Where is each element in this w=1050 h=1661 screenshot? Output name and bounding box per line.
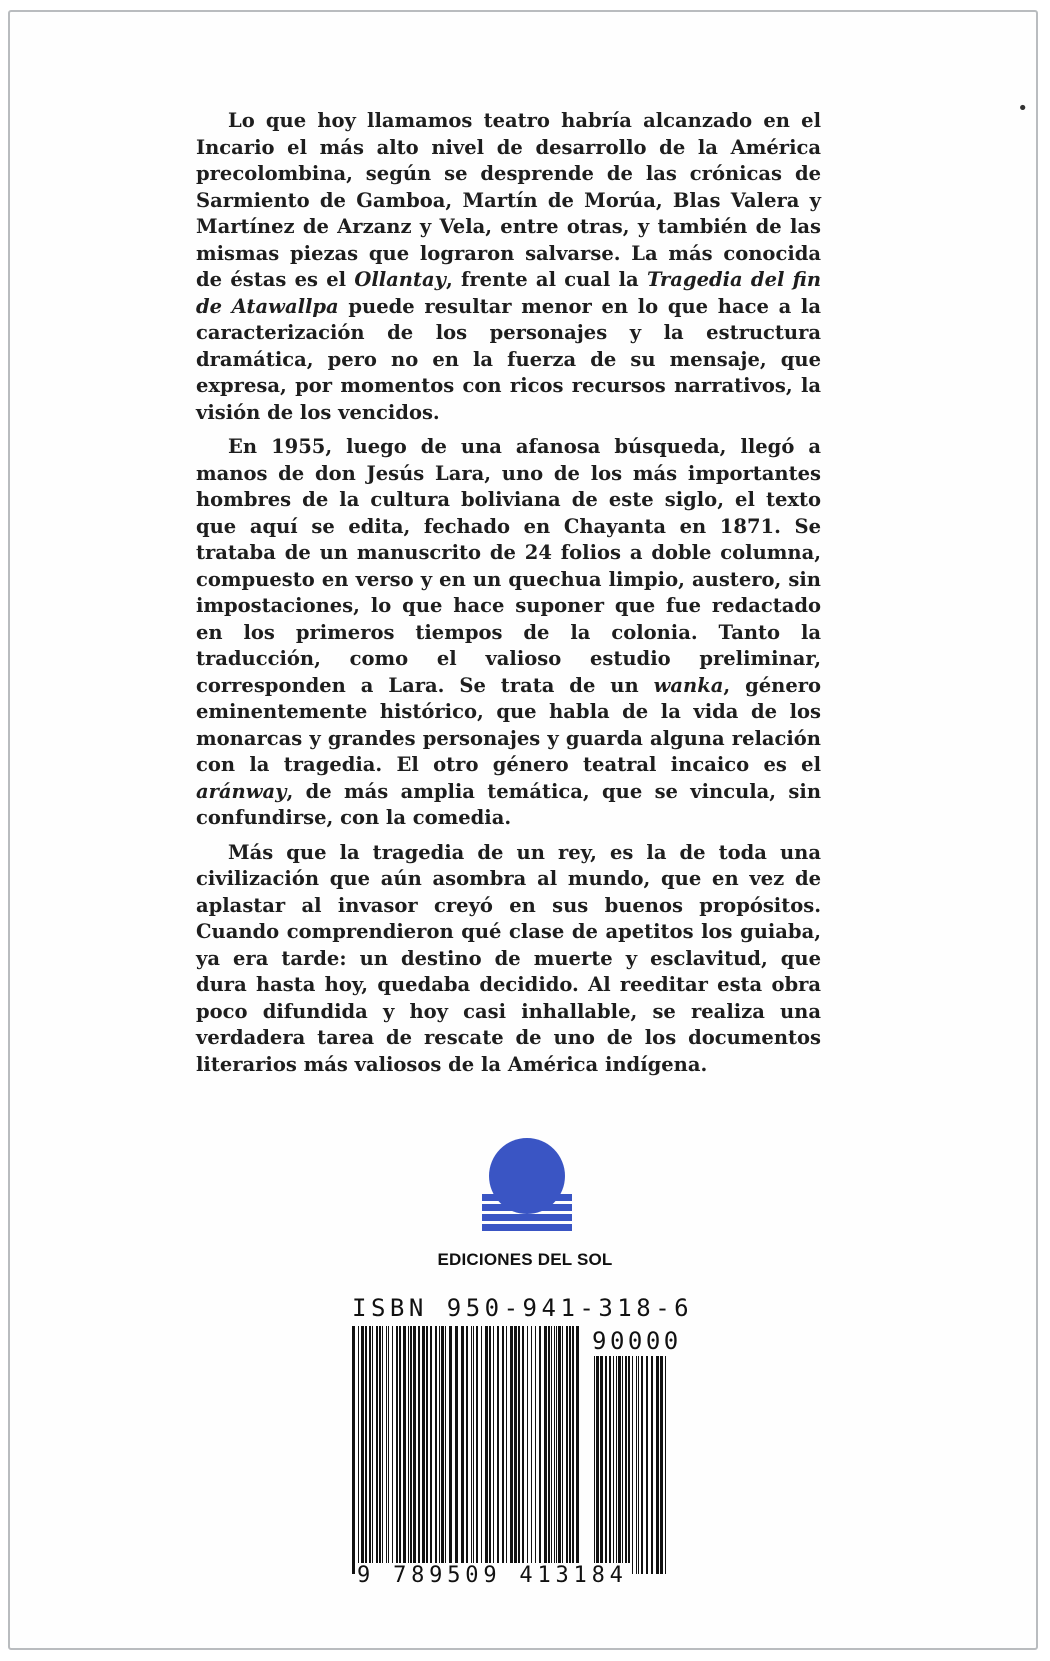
barcode-bar: [392, 1326, 393, 1574]
barcode-bar: [531, 1326, 532, 1574]
barcode-bar: [569, 1326, 571, 1574]
barcode-bar: [651, 1356, 653, 1574]
barcode-bar: [439, 1326, 440, 1574]
barcode-bar: [352, 1326, 355, 1574]
barcode-bar: [435, 1326, 437, 1574]
barcode-bar: [636, 1356, 637, 1574]
barcode-bar: [481, 1326, 482, 1574]
barcode-bar: [396, 1326, 398, 1574]
barcode-bar: [554, 1326, 555, 1574]
barcode-bar: [638, 1356, 639, 1574]
blurb-text: En 1955, luego de una afanosa búsqueda, llegó a manos de don Jesús Lara, uno de los más importantes hombres de la cultura boliviana de este siglo, el texto que aquí se edita, fechado en Chayanta en 1871. Se trataba de un manuscrito de 24 folios a doble columna, compuesto en verso y en un quechua limpio, austero, sin impostaciones, lo que hace suponer que fue redactado en los primeros tiempos de la colonia. Tanto la traducción, como el valioso estudio preliminar, corresponden a Lara. Se trata de un: [196, 435, 821, 697]
publisher-logo: [482, 1138, 572, 1236]
barcode-bar: [510, 1326, 513, 1574]
barcode-bar: [365, 1326, 367, 1574]
isbn-number: ISBN 950-941-318-6: [352, 1294, 694, 1322]
barcode-bar: [502, 1326, 504, 1574]
barcode-bar: [613, 1356, 614, 1574]
term-wanka: wanka: [653, 673, 724, 697]
barcode-bar: [616, 1356, 617, 1574]
ean-barcode: [352, 1326, 580, 1574]
barcode-bar: [399, 1326, 401, 1574]
barcode-bar: [609, 1356, 611, 1574]
barcode-bar: [544, 1326, 547, 1574]
barcode-bar: [410, 1326, 412, 1574]
barcode-bar: [628, 1356, 630, 1574]
corner-mark: •: [1017, 98, 1028, 119]
barcode-bar: [576, 1326, 579, 1574]
barcode-bar: [430, 1326, 432, 1574]
barcode-bar: [382, 1326, 383, 1574]
barcode-bar: [361, 1326, 364, 1574]
addon-barcode: [594, 1356, 670, 1574]
barcode-bar: [572, 1326, 574, 1574]
barcode-bar: [441, 1326, 444, 1574]
barcode-bar: [449, 1326, 452, 1574]
barcode-bar: [656, 1356, 659, 1574]
barcode-bar: [558, 1326, 561, 1574]
barcode-bar: [594, 1356, 595, 1574]
barcode-bar: [473, 1326, 474, 1574]
barcode-addon-digits: 90000: [592, 1327, 682, 1355]
blurb-text: , género eminentemente histórico, que habla de la vida de los monarcas y grandes personajes y guarda alguna relación con la tragedia. El otro género teatral incaico es el: [196, 673, 822, 776]
barcode-bar: [445, 1326, 446, 1574]
barcode-bar: [455, 1326, 458, 1574]
barcode-bar: [535, 1326, 536, 1574]
barcode-bar: [426, 1326, 428, 1574]
barcode-bar: [466, 1326, 468, 1574]
barcode-bar: [660, 1356, 663, 1574]
barcode-bar: [632, 1356, 633, 1574]
barcode-bar: [403, 1326, 406, 1574]
barcode-bar: [476, 1326, 478, 1574]
back-cover-blurb: [196, 108, 821, 1086]
barcode-bar: [522, 1326, 524, 1574]
barcode-bar: [369, 1326, 371, 1574]
barcode-bar: [506, 1326, 507, 1574]
blurb-text: Lo que hoy llamamos teatro habría alcanzado en el Incario el más alto nivel de desarrollo de la América precolombina, según se desprende de las crónicas de Sarmiento de Gamboa, Martín de Morúa, Blas Valera y Martínez de Arzanz y Vela, entre otras, y también de las mismas piezas que lograron salvarse. La más conocida de éstas es el: [196, 109, 821, 291]
barcode-bar: [471, 1326, 472, 1574]
barcode-bar: [625, 1356, 627, 1574]
barcode-bar: [618, 1356, 621, 1574]
barcode-bar: [422, 1326, 425, 1574]
barcode-bar: [388, 1326, 389, 1574]
barcode-bar: [493, 1326, 494, 1574]
barcode-bar: [386, 1326, 387, 1574]
barcode-bar: [518, 1326, 520, 1574]
barcode-bar: [418, 1326, 420, 1574]
blurb-paragraph-3: Más que la tragedia de un rey, es la de toda una civilización que aún asombra al mundo, que en vez de aplastar al invasor creyó en sus buenos propósitos. Cuando comprendieron qué clase de apetitos los guiaba, ya era tarde: un destino de muerte y esclavitud, que dura hasta hoy, quedaba decidido. Al reeditar esta obra poco difundida y hoy casi inhallable, se realiza una verdadera tarea de rescate de uno de los documentos literarios más valiosos de la América indígena.: [196, 840, 821, 1076]
barcode-bar: [641, 1356, 643, 1574]
barcode-bar: [379, 1326, 381, 1574]
barcode-bar: [556, 1326, 557, 1574]
barcode-bar: [605, 1356, 607, 1574]
barcode-bar: [461, 1326, 464, 1574]
barcode-bar: [489, 1326, 491, 1574]
barcode-bar: [600, 1356, 603, 1574]
blurb-text: , de más amplia temática, que se vincula, sin confundirse, con la comedia.: [196, 779, 821, 829]
barcode-bar: [566, 1326, 568, 1574]
barcode-bar: [408, 1326, 409, 1574]
barcode-bar: [622, 1356, 623, 1574]
barcode-bar: [665, 1356, 666, 1574]
title-ollantay: Ollantay: [354, 268, 446, 291]
barcode-bar: [497, 1326, 499, 1574]
barcode-bar: [376, 1326, 378, 1574]
blurb-text: , frente al cual la: [445, 268, 647, 291]
barcode-bar: [562, 1326, 563, 1574]
title-tragedia: Tragedia del fin de Atawallpa: [196, 268, 822, 318]
barcode-bar: [596, 1356, 599, 1574]
barcode-bar: [514, 1326, 517, 1574]
barcode-bar: [539, 1326, 541, 1574]
blurb-paragraph-2: [196, 434, 821, 832]
barcode-bar: [413, 1326, 416, 1574]
ean-digits: 9 789509 413184: [357, 1563, 628, 1588]
barcode-bar: [485, 1326, 488, 1574]
blurb-text: puede resultar menor en lo que hace a la caracterización de los personajes y la estructura dramática, pero no en la fuerza de su mensaje, que expresa, por momentos con ricos recursos narrativos, la visión de los vencidos.: [196, 294, 821, 424]
barcode-bar: [358, 1326, 359, 1574]
barcode-bar: [527, 1326, 528, 1574]
blurb-paragraph-1: [196, 108, 821, 426]
publisher-name: EDICIONES DEL SOL: [437, 1250, 613, 1269]
barcode-bar: [548, 1326, 550, 1574]
barcode-bar: [551, 1326, 552, 1574]
barcode-bar: [372, 1326, 373, 1574]
term-aranway: aránway: [196, 779, 287, 803]
barcode-bar: [646, 1356, 648, 1574]
